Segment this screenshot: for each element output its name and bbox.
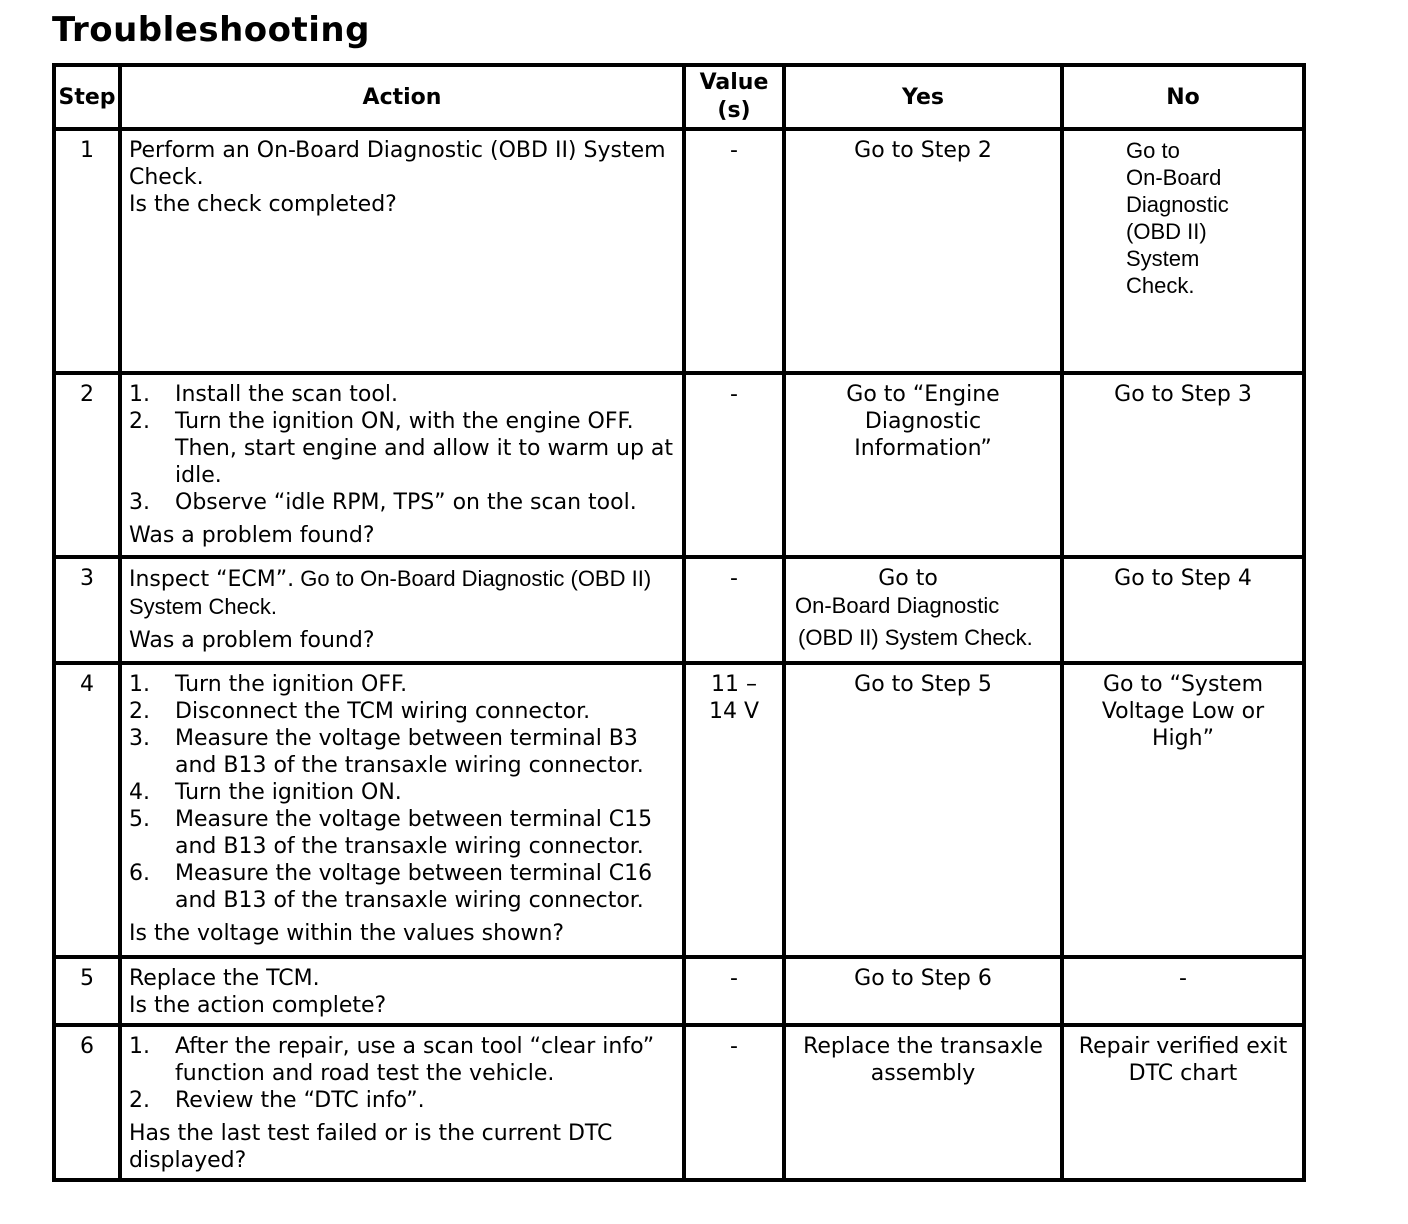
step-number: 4 xyxy=(54,663,120,957)
no-line: System xyxy=(1126,246,1200,271)
item-number: 2. xyxy=(129,409,150,434)
no-line: Voltage Low or xyxy=(1101,699,1265,724)
header-no: No xyxy=(1062,65,1304,129)
question-text: Was a problem found? xyxy=(129,523,375,548)
table-row xyxy=(54,663,1304,957)
action-cell xyxy=(120,373,684,557)
action-list xyxy=(129,671,675,914)
action-text-part: Inspect “ECM”. xyxy=(129,567,295,592)
item-text: Turn the ignition ON, with the engine OFF. Then, start engine and allow it to warm up at idle. xyxy=(175,409,674,488)
value-line: 14 V xyxy=(708,699,760,724)
action-item xyxy=(129,1087,675,1114)
item-text: After the repair, use a scan tool “clear info” function and road test the vehicle. xyxy=(175,1034,655,1086)
no-line: High” xyxy=(1152,726,1214,751)
item-number: 1. xyxy=(129,672,150,697)
no-line: Go to xyxy=(1126,138,1180,163)
question-text: Is the voltage within the values shown? xyxy=(129,921,565,946)
no-line: Repair verified exit xyxy=(1078,1034,1288,1059)
yes-line: Go to xyxy=(878,566,938,591)
action-cell xyxy=(120,663,684,957)
yes-line: Information” xyxy=(854,436,992,461)
action-text: Replace the TCM. xyxy=(129,966,320,991)
item-number: 1. xyxy=(129,1034,150,1059)
no-cell: Go to Step 3 xyxy=(1062,373,1304,557)
yes-cell: Go to Step 6 xyxy=(784,957,1062,1025)
page-title: Troubleshooting xyxy=(52,10,370,50)
no-line: Diagnostic xyxy=(1126,192,1229,217)
value-line: 11 – xyxy=(711,672,757,697)
step-number: 2 xyxy=(54,373,120,557)
action-text xyxy=(129,565,675,621)
yes-line: Go to “Engine xyxy=(846,382,1000,407)
item-number: 3. xyxy=(129,490,150,515)
action-cell xyxy=(120,557,684,663)
no-line: Go to “System xyxy=(1102,672,1263,697)
item-text: Measure the voltage between terminal C15 and B13 of the transaxle wiring connector. xyxy=(175,807,653,859)
step-number: 3 xyxy=(54,557,120,663)
no-line: DTC chart xyxy=(1128,1061,1238,1086)
action-item xyxy=(129,860,675,914)
no-line: (OBD II) xyxy=(1126,219,1207,244)
no-cell: - xyxy=(1062,957,1304,1025)
value-cell xyxy=(684,663,784,957)
header-yes: Yes xyxy=(784,65,1062,129)
item-text: Review the “DTC info”. xyxy=(175,1088,425,1113)
header-row xyxy=(54,65,1304,129)
no-cell xyxy=(1062,1025,1304,1180)
table-row xyxy=(54,1025,1304,1180)
item-text: Install the scan tool. xyxy=(175,382,398,407)
item-text: Measure the voltage between terminal B3 and B13 of the transaxle wiring connector. xyxy=(175,726,644,778)
item-text: Turn the ignition ON. xyxy=(175,780,402,805)
no-cell: Go to Step 4 xyxy=(1062,557,1304,663)
item-text: Measure the voltage between terminal C16 and B13 of the transaxle wiring connector. xyxy=(175,861,653,913)
action-item xyxy=(129,489,675,516)
step-number: 6 xyxy=(54,1025,120,1180)
action-cell xyxy=(120,957,684,1025)
yes-cell: Go to Step 2 xyxy=(784,129,1062,373)
item-number: 2. xyxy=(129,699,150,724)
value-cell: - xyxy=(684,557,784,663)
action-text-part: Go to On-Board Diagnostic (OBD II) System Check. xyxy=(129,566,652,619)
header-action: Action xyxy=(120,65,684,129)
action-item xyxy=(129,408,675,489)
question-text: Has the last test failed or is the current DTC displayed? xyxy=(129,1121,613,1173)
yes-line: (OBD II) System Check. xyxy=(798,625,1033,650)
item-number: 3. xyxy=(129,726,150,751)
action-cell xyxy=(120,1025,684,1180)
action-list xyxy=(129,1033,675,1114)
item-number: 5. xyxy=(129,807,150,832)
no-cell xyxy=(1062,663,1304,957)
header-step: Step xyxy=(54,65,120,129)
yes-line: Replace the transaxle xyxy=(803,1034,1043,1059)
item-number: 6. xyxy=(129,861,150,886)
value-cell: - xyxy=(684,373,784,557)
question-text: Is the action complete? xyxy=(129,993,387,1018)
yes-cell xyxy=(784,373,1062,557)
action-item xyxy=(129,381,675,408)
action-list xyxy=(129,381,675,516)
no-cell xyxy=(1062,129,1304,373)
action-item xyxy=(129,806,675,860)
header-value: Value (s) xyxy=(684,65,784,129)
value-cell: - xyxy=(684,1025,784,1180)
yes-cell xyxy=(784,557,1062,663)
value-cell: - xyxy=(684,957,784,1025)
yes-line: On-Board Diagnostic xyxy=(795,593,1000,618)
table-row xyxy=(54,957,1304,1025)
action-item xyxy=(129,779,675,806)
table-row xyxy=(54,373,1304,557)
action-item xyxy=(129,725,675,779)
step-number: 5 xyxy=(54,957,120,1025)
item-text: Turn the ignition OFF. xyxy=(175,672,408,697)
item-text: Observe “idle RPM, TPS” on the scan tool. xyxy=(175,490,637,515)
yes-cell: Go to Step 5 xyxy=(784,663,1062,957)
table-row xyxy=(54,129,1304,373)
item-number: 4. xyxy=(129,780,150,805)
yes-line: Diagnostic xyxy=(864,409,982,434)
item-number: 1. xyxy=(129,382,150,407)
action-item xyxy=(129,671,675,698)
action-item xyxy=(129,1033,675,1087)
step-number: 1 xyxy=(54,129,120,373)
yes-line: assembly xyxy=(870,1061,976,1086)
no-line: Check. xyxy=(1126,273,1195,298)
question-text: Was a problem found? xyxy=(129,628,375,653)
question-text: Is the check completed? xyxy=(129,192,397,217)
troubleshooting-table xyxy=(52,63,1306,1182)
value-cell: - xyxy=(684,129,784,373)
item-number: 2. xyxy=(129,1088,150,1113)
action-text: Perform an On-Board Diagnostic (OBD II) System Check. xyxy=(129,138,666,190)
yes-cell xyxy=(784,1025,1062,1180)
item-text: Disconnect the TCM wiring connector. xyxy=(175,699,591,724)
action-cell xyxy=(120,129,684,373)
table-row xyxy=(54,557,1304,663)
action-item xyxy=(129,698,675,725)
no-line: On-Board xyxy=(1126,165,1222,190)
